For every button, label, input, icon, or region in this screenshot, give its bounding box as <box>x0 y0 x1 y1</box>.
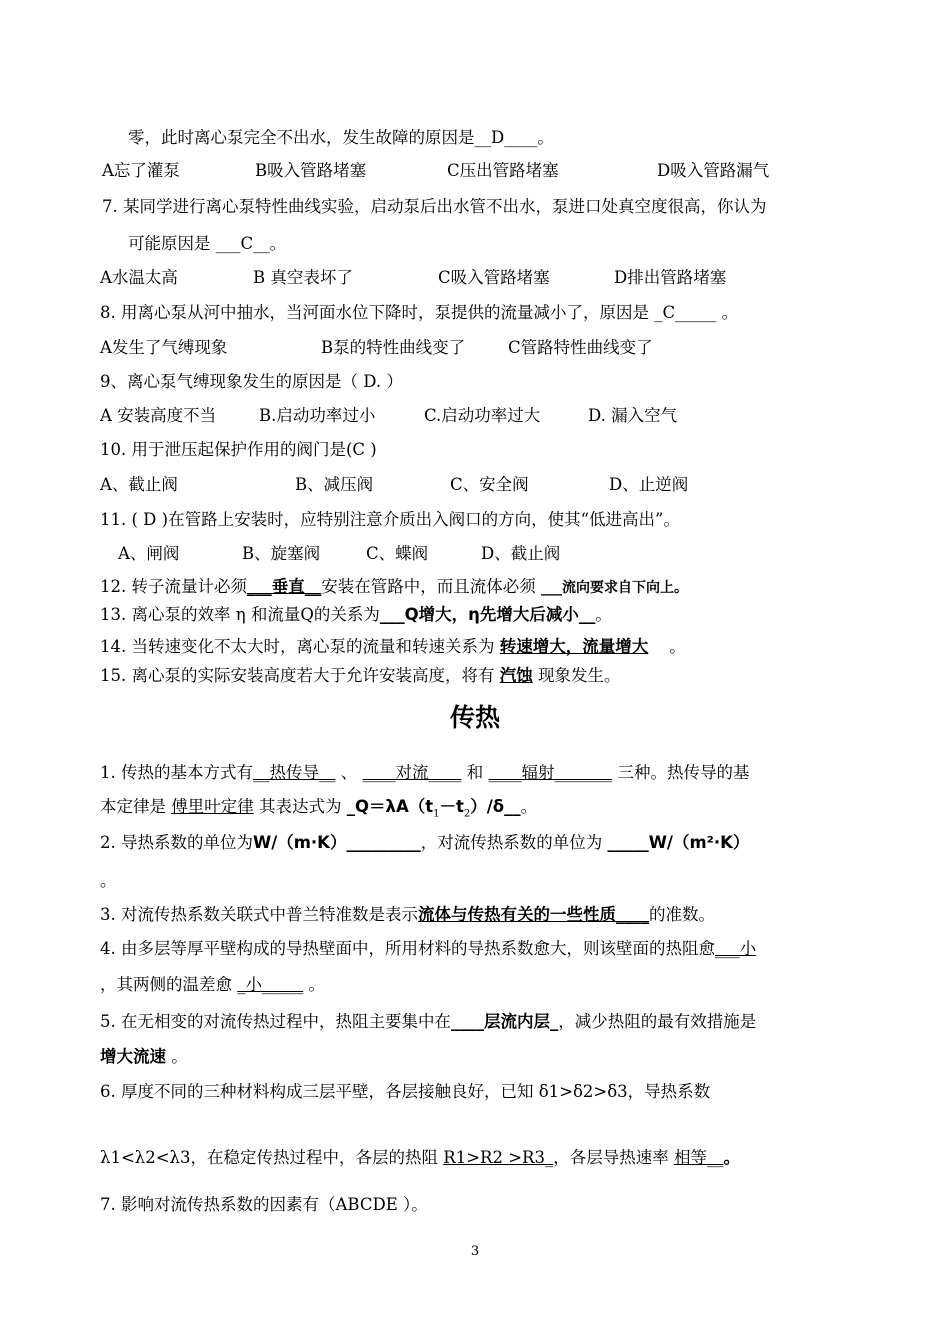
formula: _Q＝λA（t <box>346 797 434 816</box>
answer-blank: 增大流速 <box>100 1047 166 1066</box>
option: C压出管路堵塞 <box>447 161 559 180</box>
q7-question-cont: 可能原因是 ___C__。 <box>128 234 287 253</box>
q13-question: 13. 离心泵的效率 η 和流量Q的关系为___Q增大，η先增大后减小__。 <box>100 605 612 624</box>
heat-q4-cont: ，其两侧的温差愈 _小_____ 。 <box>100 975 325 994</box>
heat-q2: 2. 导热系数的单位为W/（m·K）_________，对流传热系数的单位为 _____W/（m²·K） <box>100 833 750 852</box>
option: B、旋塞阀 <box>242 544 321 563</box>
heat-q5: 5. 在无相变的对流传热过程中，热阻主要集中在____层流内层_，减少热阻的最有效措施是 <box>100 1012 757 1031</box>
section-title: 传热 <box>449 703 500 732</box>
answer-blank: 汽蚀 <box>499 666 533 685</box>
heat-q5-cont: 增大流速 。 <box>100 1047 188 1066</box>
heat-q6: 6. 厚度不同的三种材料构成三层平壁，各层接触良好，已知 δ1>δ2>δ3，导热系数 <box>100 1082 711 1101</box>
answer-blank: 转速增大，流量增大 <box>499 637 649 656</box>
heat-q3: 3. 对流传热系数关联式中普兰特准数是表示流体与传热有关的一些性质____的准数。 <box>100 905 715 924</box>
answer-blank: __热传导__ <box>253 763 336 782</box>
heat-q2-cont: 。 <box>100 871 117 890</box>
heat-q1: 1. 传热的基本方式有__热传导__ 、 ____对流____ 和 ____辐射_______ 三种。热传导的基 <box>100 763 750 782</box>
answer-blank: 傅里叶定律 <box>171 797 254 816</box>
answer-blank: 相等__ <box>673 1148 724 1167</box>
answer-blank: 流体与传热有关的一些性质____ <box>418 905 649 924</box>
option: C管路特性曲线变了 <box>508 338 653 357</box>
option: A忘了灌泵 <box>102 161 180 180</box>
option: A水温太高 <box>100 268 178 287</box>
heat-q4: 4. 由多层等厚平壁构成的导热壁面中，所用材料的导热系数愈大，则该壁面的热阻愈___小 <box>100 939 757 958</box>
answer-blank: W/（m·K）_________ <box>253 833 421 852</box>
option: D、截止阀 <box>481 544 561 563</box>
answer-blank: _小_____ <box>237 975 304 994</box>
option: D、止逆阀 <box>609 475 689 494</box>
option: D排出管路堵塞 <box>614 268 727 287</box>
heat-q1-cont: 本定律是 傅里叶定律 其表达式为 $\_Q=\lambda A(t_1-t_2)/\delta\_\_$。 <box>100 797 538 820</box>
option: C、蝶阀 <box>366 544 429 563</box>
answer-blank: ___流向要求自下向上。 <box>541 580 688 596</box>
answer-blank: ____辐射_______ <box>488 763 613 782</box>
answer-blank: ___垂直__ <box>247 577 322 596</box>
answer-blank: ____对流____ <box>362 763 462 782</box>
option: A发生了气缚现象 <box>100 338 228 357</box>
option: B、减压阀 <box>295 475 374 494</box>
option: B泵的特性曲线变了 <box>321 338 466 357</box>
page-number: 3 <box>470 1244 480 1259</box>
option: D. 漏入空气 <box>588 406 678 425</box>
q12-question: 12. 转子流量计必须___垂直__安装在管路中，而且流体必须 ___流向要求自下向上。 <box>100 577 688 596</box>
option: B吸入管路堵塞 <box>255 161 367 180</box>
answer-blank: ____层流内层_ <box>451 1012 559 1031</box>
q11-question: 11. ( D )在管路上安装时，应特别注意介质出入阀口的方向，使其“低进高出”。 <box>100 510 680 529</box>
option: B.启动功率过小 <box>259 406 376 425</box>
q10-question: 10. 用于泄压起保护作用的阀门是(C ) <box>100 440 377 459</box>
option: D吸入管路漏气 <box>657 161 770 180</box>
q7-question: 7. 某同学进行离心泵特性曲线实验，启动泵后出水管不出水，泵进口处真空度很高，你认为 <box>102 197 767 216</box>
option: A、闸阀 <box>118 544 180 563</box>
answer-blank: ___小 <box>715 939 757 958</box>
heat-q7: 7. 影响对流传热系数的因素有（ABCDE ）。 <box>100 1195 428 1214</box>
answer-blank: R1>R2 >R3_ <box>443 1148 554 1167</box>
option: C.启动功率过大 <box>424 406 541 425</box>
option: C吸入管路堵塞 <box>438 268 550 287</box>
q14-question: 14. 当转速变化不太大时，离心泵的流量和转速关系为 转速增大，流量增大 。 <box>100 637 686 656</box>
answer-blank: _____W/（m²·K） <box>607 833 750 852</box>
heat-q6-cont: λ1<λ2<λ3，在稳定传热过程中，各层的热阻 R1>R2 >R3_，各层导热速率 相等__。 <box>100 1148 740 1167</box>
q9-question: 9、离心泵气缚现象发生的原因是（ D. ） <box>100 372 403 391</box>
q8-question: 8. 用离心泵从河中抽水，当河面水位下降时，泵提供的流量减小了，原因是 _C_____ 。 <box>100 303 739 322</box>
option: B 真空表坏了 <box>253 268 353 287</box>
option: A、截止阀 <box>100 475 178 494</box>
q6-continued: 零，此时离心泵完全不出水，发生故障的原因是__D____。 <box>128 128 554 147</box>
option: C、安全阀 <box>450 475 529 494</box>
answer-blank: ___Q增大，η先增大后减小__ <box>379 605 596 624</box>
option: A 安装高度不当 <box>100 406 217 425</box>
q15-question: 15. 离心泵的实际安装高度若大于允许安装高度，将有 汽蚀 现象发生。 <box>100 666 621 685</box>
